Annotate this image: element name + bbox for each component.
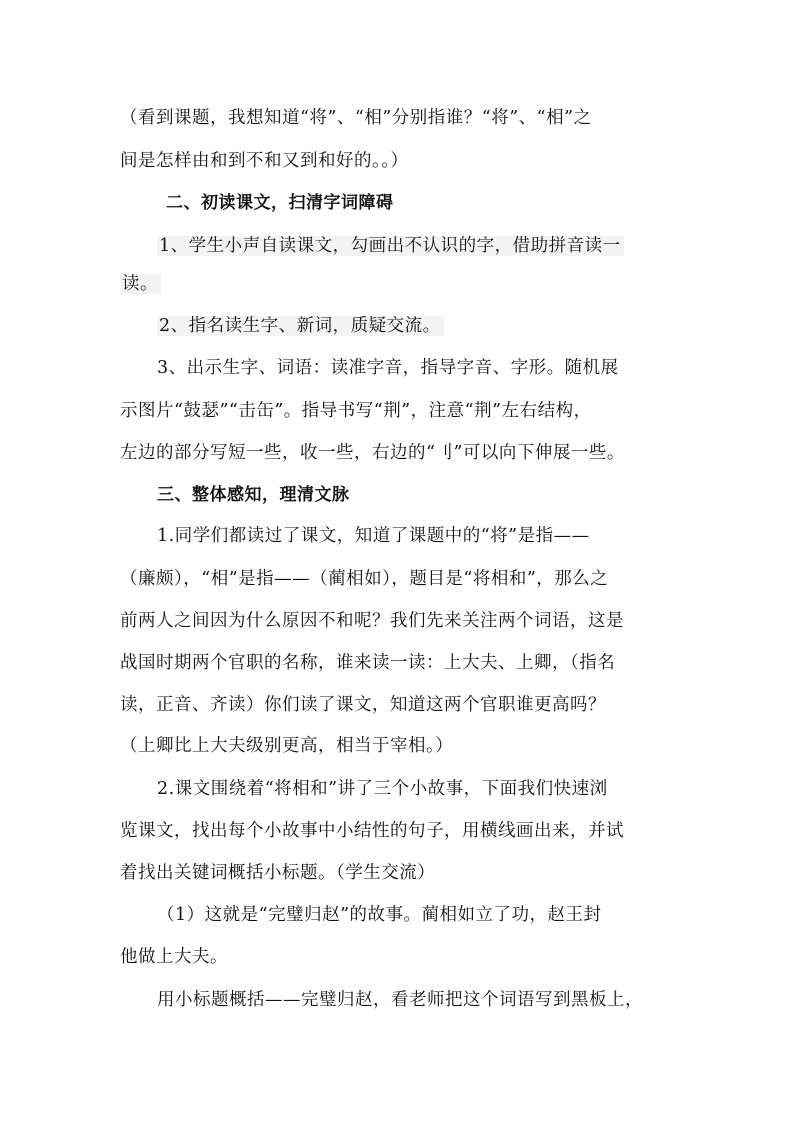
paragraph-line: （廉颇），“相”是指——（蔺相如），题目是“将相和”，那么之: [120, 569, 609, 589]
section-heading-3: 三、整体感知，理清文脉: [157, 485, 350, 505]
paragraph-line: [157, 311, 444, 341]
paragraph-line: 用小标题概括——完璧归赵，看老师把这个词语写到黑板上，: [157, 990, 643, 1010]
paragraph-line: 着找出关键词概括小标题。（学生交流）: [120, 863, 436, 883]
paragraph-line: （看到课题，我想知道“将”、“相”分别指谁？“将”、“相”之: [120, 108, 592, 128]
paragraph-line: 读，正音、齐读）你们读了课文，知道这两个官职谁更高吗？: [120, 695, 606, 715]
paragraph-line: 示图片“鼓瑟”“击缶”。指导书写“荆”，注意“荆”左右结构，: [120, 401, 592, 421]
paragraph-line: [120, 269, 161, 299]
paragraph-line: [157, 231, 624, 261]
paragraph-line: 前两人之间因为什么原因不和呢？我们先来关注两个词语，这是: [120, 611, 624, 631]
highlighted-text: 2、指名读生字、新词，质疑交流。: [157, 316, 444, 336]
section-heading-2: 二、初读课文，扫清字词障碍: [166, 193, 394, 213]
paragraph-line: 3、出示生字、词语：读准字音，指导字音、字形。随机展: [157, 358, 619, 378]
paragraph-line: 战国时期两个官职的名称，谁来读一读：上大夫、上卿，（指名: [120, 653, 616, 673]
paragraph-line: 1.同学们都读过了课文，知道了课题中的“将”是指——: [157, 526, 590, 546]
paragraph-line: 览课文，找出每个小故事中小结性的句子，用横线画出来，并试: [120, 821, 624, 841]
paragraph-line: （1）这就是“完璧归赵”的故事。蔺相如立了功，赵王封: [157, 905, 602, 925]
paragraph-line: 间是怎样由和到不和又到和好的。。）: [120, 151, 409, 171]
paragraph-line: 左边的部分写短一些，收一些，右边的“刂”可以向下伸展一些。: [120, 443, 625, 463]
highlighted-text: 1、学生小声自读课文，勾画出不认识的字，借助拼音读一: [157, 236, 624, 256]
paragraph-line: 2.课文围绕着“将相和”讲了三个小故事，下面我们快速浏: [157, 779, 608, 799]
paragraph-line: 他做上大夫。: [120, 947, 228, 967]
paragraph-line: （上卿比上大夫级别更高，相当于宰相。）: [120, 736, 454, 756]
highlighted-text: 读。: [120, 274, 161, 294]
